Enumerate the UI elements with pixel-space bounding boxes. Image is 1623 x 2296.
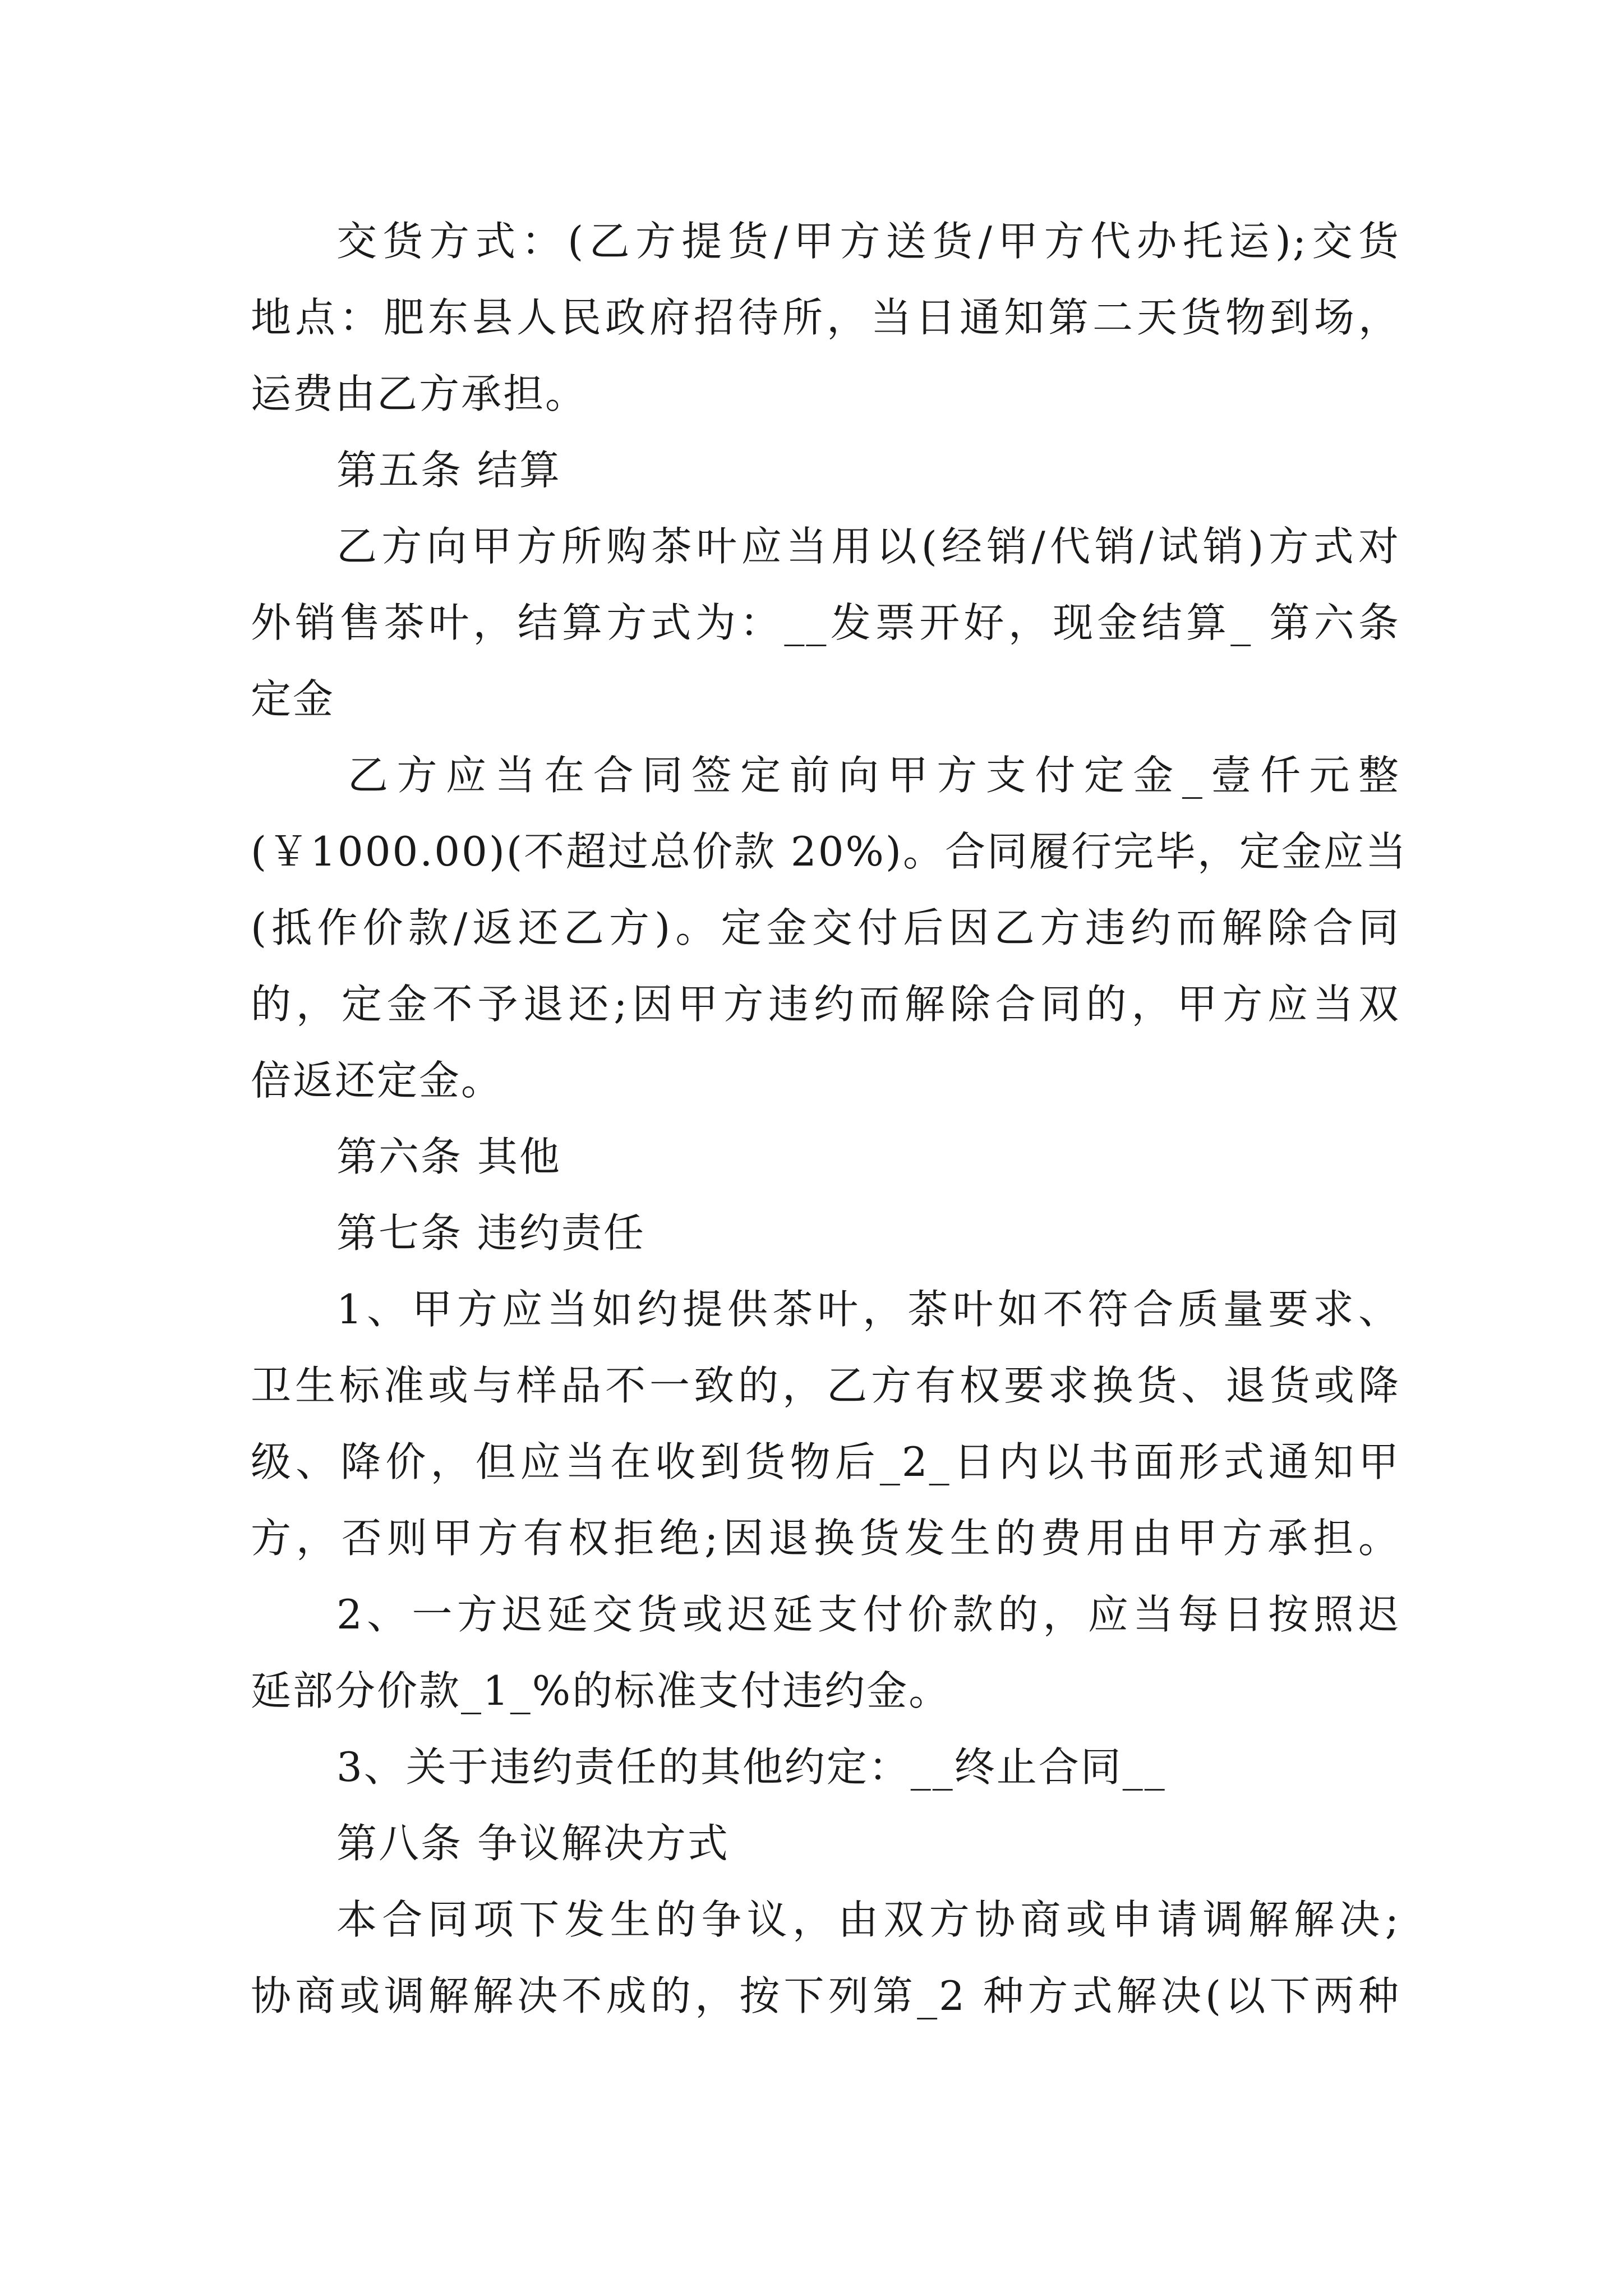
- text-line: 交货方式：(乙方提货/甲方送货/甲方代办托运);交货: [336, 218, 1400, 265]
- text-line: 1、甲方应当如约提供茶叶，茶叶如不符合质量要求、: [336, 1286, 1400, 1333]
- text-line: 倍返还定金。: [251, 1057, 504, 1104]
- section-heading: 第六条 其他: [336, 1133, 561, 1180]
- text-line: 协商或调解解决不成的，按下列第_2 种方式解决(以下两种: [251, 1972, 1400, 2019]
- text-line: (抵作价款/返还乙方)。定金交付后因乙方违约而解除合同: [251, 904, 1400, 951]
- text-line: 地点：肥东县人民政府招待所，当日通知第二天货物到场，: [251, 294, 1400, 341]
- section-heading: 第五条 结算: [336, 447, 561, 494]
- text-line: 运费由乙方承担。: [251, 370, 588, 417]
- section-heading: 第七条 违约责任: [336, 1209, 645, 1257]
- text-line: 3、关于违约责任的其他约定：__终止合同__: [336, 1743, 1166, 1791]
- text-line: 定金: [251, 675, 335, 723]
- text-line: 的，定金不予退还;因甲方违约而解除合同的，甲方应当双: [251, 981, 1400, 1028]
- text-line: 乙方应当在合同签定前向甲方支付定金_壹仟元整: [348, 752, 1400, 799]
- section-heading: 第八条 争议解决方式: [336, 1820, 730, 1867]
- text-line: 延部分价款_1_%的标准支付违约金。: [251, 1667, 951, 1714]
- text-line: 级、降价，但应当在收到货物后_2_日内以书面形式通知甲: [251, 1438, 1400, 1485]
- text-line: 卫生标准或与样品不一致的，乙方有权要求换货、退货或降: [251, 1362, 1400, 1409]
- text-line: 2、一方迟延交货或迟延支付价款的，应当每日按照迟: [336, 1591, 1400, 1638]
- text-line: (￥1000.00)(不超过总价款 20%)。合同履行完毕，定金应当: [251, 828, 1408, 875]
- text-line: 方，否则甲方有权拒绝;因退换货发生的费用由甲方承担。: [251, 1515, 1400, 1562]
- text-line: 本合同项下发生的争议，由双方协商或申请调解解决;: [336, 1896, 1400, 1943]
- text-line: 乙方向甲方所购茶叶应当用以(经销/代销/试销)方式对: [336, 523, 1400, 570]
- text-line: 外销售茶叶，结算方式为：__发票开好，现金结算_ 第六条: [251, 599, 1400, 646]
